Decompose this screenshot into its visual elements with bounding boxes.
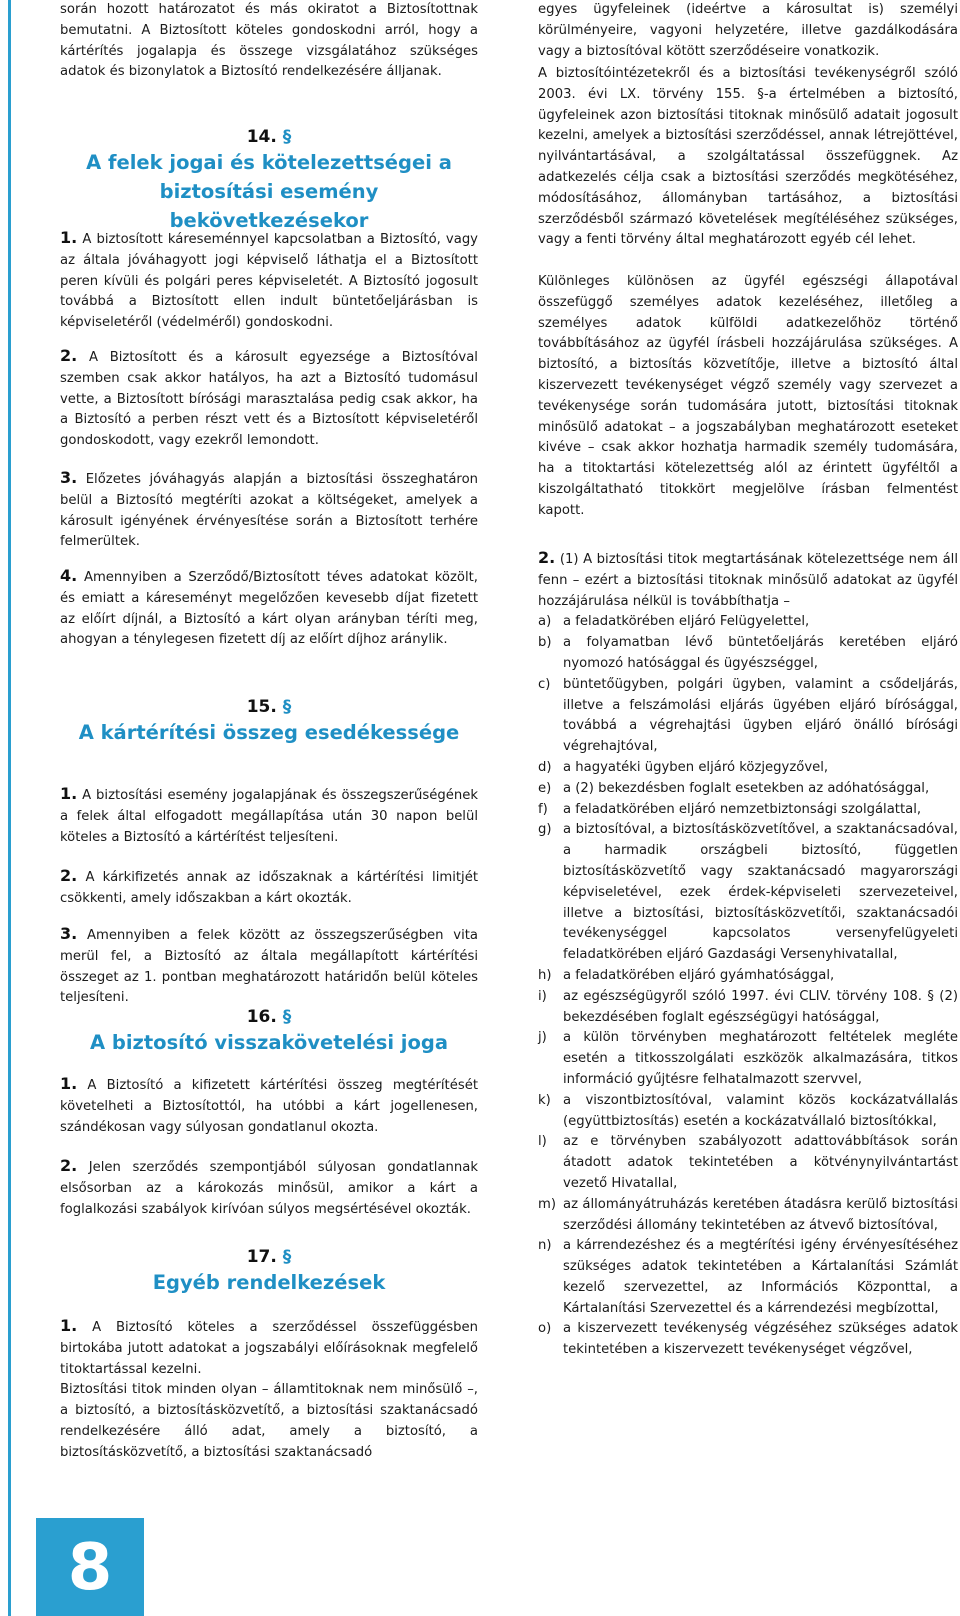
list-item: 1. A biztosítási esemény jogalapjának és összegszerűségének a felek által elfogadott megállapítása után 30 napon belül köteles a Biztosító a kártérítést teljesíteni. bbox=[60, 784, 478, 845]
sub-list-item: j) a külön törvényben meghatározott feltételek megléte esetén a titkosszolgálati eszközök alkalmazására, titkos információ gyűjtésre felhatalmazott szervvel, bbox=[538, 1030, 958, 1087]
section-number: 14. bbox=[246, 127, 277, 147]
list-item: 2. (1) A biztosítási titok megtartásának kötelezettsége nem áll fenn – ezért a biztosítási titoknak minősülő adatokat az ügyfél hozzájárulása nélkül is továbbíthatja – bbox=[538, 548, 958, 609]
section-sign: § bbox=[282, 127, 292, 147]
section-sign: § bbox=[282, 1007, 292, 1027]
list-item: 1. A Biztosító köteles a szerződéssel összefüggésben birtokába jutott adatokat a jogszabályi előírásoknak megfelelő titoktartással kezelni. bbox=[60, 1316, 478, 1377]
section-title: A felek jogai és kötelezettségei a biztosítási esemény bekövetkezésekor bbox=[86, 151, 452, 232]
sub-list-item: b) a folyamatban lévő büntetőeljárás keretében eljáró nyomozó hatósággal és ügyészséggel, bbox=[538, 635, 958, 671]
section-16-heading bbox=[60, 1006, 478, 1057]
section-17-heading bbox=[60, 1246, 478, 1297]
section-title: A kártérítési összeg esedékessége bbox=[78, 721, 460, 744]
section-14-heading bbox=[60, 126, 478, 235]
sub-list-item: a) a feladatkörében eljáró Felügyelettel, bbox=[538, 614, 810, 630]
sub-list-item: d) a hagyatéki ügyben eljáró közjegyzővel, bbox=[538, 759, 829, 775]
page-number: 8 bbox=[67, 1531, 113, 1605]
paragraph: Biztosítási titok minden olyan – államtitoknak nem minősülő –, a biztosító, a biztosításközvetítő, a biztosítási szaktanácsadó rendelkezésére álló adat, amely a biztosító, a biztosításközvetítő, a biztosítási szaktanácsadó bbox=[60, 1382, 478, 1460]
sub-list-item: i) az egészségügyről szóló 1997. évi CLIV. törvény 108. § (2) bekezdésében foglalt egészségügyi hatósággal, bbox=[538, 988, 958, 1025]
sub-list bbox=[538, 612, 958, 1361]
sub-list-item: m) az állományátruházás keretében átadásra kerülő biztosítási szerződési állomány tekintetében az átvevő biztosítóval, bbox=[538, 1196, 958, 1233]
section-title: A biztosító visszakövetelési joga bbox=[89, 1031, 449, 1054]
sub-list-item: f) a feladatkörében eljáró nemzetbiztonsági szolgálattal, bbox=[538, 801, 922, 817]
sub-list-item: n) a kárrendezéshez és a megtérítési igény érvényesítéséhez szükséges adatok tekintetében a Kártalanítási Számlát kezelő szervezettel, az Információs Központtal, a Kártalanítási Szervezettel és a kárrendezési megbízottal, bbox=[538, 1238, 958, 1316]
sub-list-item: h) a feladatkörében eljáró gyámhatósággal, bbox=[538, 967, 835, 983]
list-item: 1. A Biztosító a kifizetett kártérítési összeg megtérítését követelheti a Biztosítottól, ha utóbbi a kárt jogellenesen, szándékosan vagy súlyosan gondatlanul okozta. bbox=[60, 1074, 478, 1135]
sub-list-item: e) a (2) bekezdésben foglalt esetekben az adóhatósággal, bbox=[538, 780, 930, 796]
list-item: 4. Amennyiben a Szerződő/Biztosított téves adatokat közölt, és emiatt a káreseményt megelőzően kevesebb díjat fizetett az előírt díjnál, a Biztosító a kárt olyan arányban téríti meg, ahogyan a ténylegesen fizetett díj az előírt díjhoz aránylik. bbox=[60, 566, 478, 648]
list-item: 1. A biztosított káreseménnyel kapcsolatban a Biztosító, vagy az általa jóváhagyott jogi képviselő láthatja el a Biztosított peren kívüli és polgári peres képviseletét. A Biztosító jogosult továbbá a Biztosított ellen indult büntetőeljárásban is képviseletéről (védelméről) gondoskodni. bbox=[60, 228, 478, 331]
section-sign: § bbox=[282, 1247, 292, 1267]
left-margin-rule bbox=[8, 0, 11, 1616]
sub-list-item: c) büntetőügyben, polgári ügyben, valamint a csődeljárás, illetve a felszámolási eljárás ügyében eljáró bírósággal, továbbá a végrehajtási ügyben eljáró önálló bírósági végrehajtóval, bbox=[538, 676, 958, 755]
intro-paragraph: során hozott határozatot és más okiratot a Biztosítottnak bemutatni. A Biztosított köteles gondoskodni arról, hogy a kártérítés jogalapja és összege vizsgálatához szükséges adatok és bizonylatok a Biztosító rendelkezésére álljanak. bbox=[60, 2, 478, 80]
paragraph: A biztosítóintézetekről és a biztosítási tevékenységről szóló 2003. évi LX. törvény 155. §-a értelmében a biztosító, ügyfeleinek azon biztosítási titoknak minősülő adatait jogosult kezelni, amelyek a biztosítási szerződéssel, annak létrejöttével, nyilvántartásával, a szolgáltatással összefüggnek. Az adatkezelés célja csak a biztosítási szerződés megkötéséhez, módosításához, állományban tartásához, a biztosítási szerződésből származó követelések megítéléséhez szükséges, vagy a fenti törvény által meghatározott egyéb cél lehet. bbox=[538, 66, 958, 248]
section-number: 17. bbox=[246, 1247, 277, 1267]
sub-list-item: o) a kiszervezett tevékenység végzéséhez szükséges adatok tekintetében a kiszervezett tevékenységet végzővel, bbox=[538, 1321, 958, 1358]
sub-list-item: g) a biztosítóval, a biztosításközvetítővel, a szaktanácsadóval, a harmadik országbeli biztosító, független biztosításközvetítő vagy szaktanácsadó magyarországi képviseletével, ezek érdek-képviseleti szervezeteivel, illetve a biztosítási, biztosításközvetítői, szaktanácsadói tevékenységgel kapcsolatos versenyfelügyeleti feladatkörében eljáró Gazdasági Versenyhivatallal, bbox=[538, 822, 958, 963]
section-title: Egyéb rendelkezések bbox=[152, 1271, 386, 1294]
sub-list-item: l) az e törvényben szabályozott adattovábbítások során átadott adatok tekintetében a kötvénynyilvántartást vezető Hivatallal, bbox=[538, 1134, 958, 1191]
section-15-heading bbox=[60, 696, 478, 747]
list-item: 2. Jelen szerződés szempontjából súlyosan gondatlannak elsősorban az a károkozás minősül, amikor a kárt a foglalkozási szabályok kirívóan súlyos megsértésével okozták. bbox=[60, 1156, 478, 1217]
list-item: 3. Amennyiben a felek között az összegszerűségben vita merül fel, a Biztosító az általa megállapított kártérítési összeget az 1. pontban meghatározott határidőn belül köteles teljesíteni. bbox=[60, 924, 478, 1006]
section-17-item-1 bbox=[60, 1316, 478, 1464]
list-item: 2. A kárkifizetés annak az időszaknak a kártérítési limitjét csökkenti, amely időszakban a kárt okozták. bbox=[60, 866, 478, 906]
paragraph: Különleges különösen az ügyfél egészségi állapotával összefüggő személyes adatok kezeléséhez, illetőleg a személyes adatok külföldi adatkezelőhöz történő továbbításához az ügyfél írásbeli hozzájárulása szükséges. A biztosító, a biztosítás közvetítője, illetve a biztosító által kiszervezett tevékenységet végző személy vagy szervezet a tevékenysége során tudomására jutott, biztosítási titoknak minősülő adatokat – a jogszabályban meghatározott eseteket kivéve – csak akkor hozhatja harmadik személy tudomására, ha a titoktartási kötelezettség alól az érintett ügyféltől a kiszolgáltatható titokkört megjelölve írásban felmentést kapott. bbox=[538, 274, 958, 518]
section-number: 16. bbox=[246, 1007, 277, 1027]
sub-list-item: k) a viszontbiztosítóval, valamint közös kockázatvállalás (együttbiztosítás) esetén a kockázatvállaló biztosítókkal, bbox=[538, 1092, 958, 1129]
section-number: 15. bbox=[246, 697, 277, 717]
paragraph: egyes ügyfeleinek (ideértve a károsultat is) személyi körülményeire, vagyoni helyzetére, illetve gazdálkodására vagy a biztosítóval kötött szerződéseire vonatkozik. bbox=[538, 2, 958, 59]
page-number-box bbox=[36, 1518, 144, 1616]
list-item: 2. A Biztosított és a károsult egyezsége a Biztosítóval szemben csak akkor hatályos, ha azt a Biztosító tudomásul vette, a Biztosított bírósági marasztalása pedig csak akkor, ha a Biztosító a perben részt vett és a Biztosított képviseletéről gondoskodott, vagy ezekről lemondott. bbox=[60, 346, 478, 449]
right-item-2 bbox=[538, 548, 958, 1361]
list-item: 3. Előzetes jóváhagyás alapján a biztosítási összeghatáron belül a Biztosító megtéríti azokat a költségeket, amelyek a károsult igényének érvényesítése során a Biztosított terhére felmerültek. bbox=[60, 468, 478, 550]
section-sign: § bbox=[282, 697, 292, 717]
